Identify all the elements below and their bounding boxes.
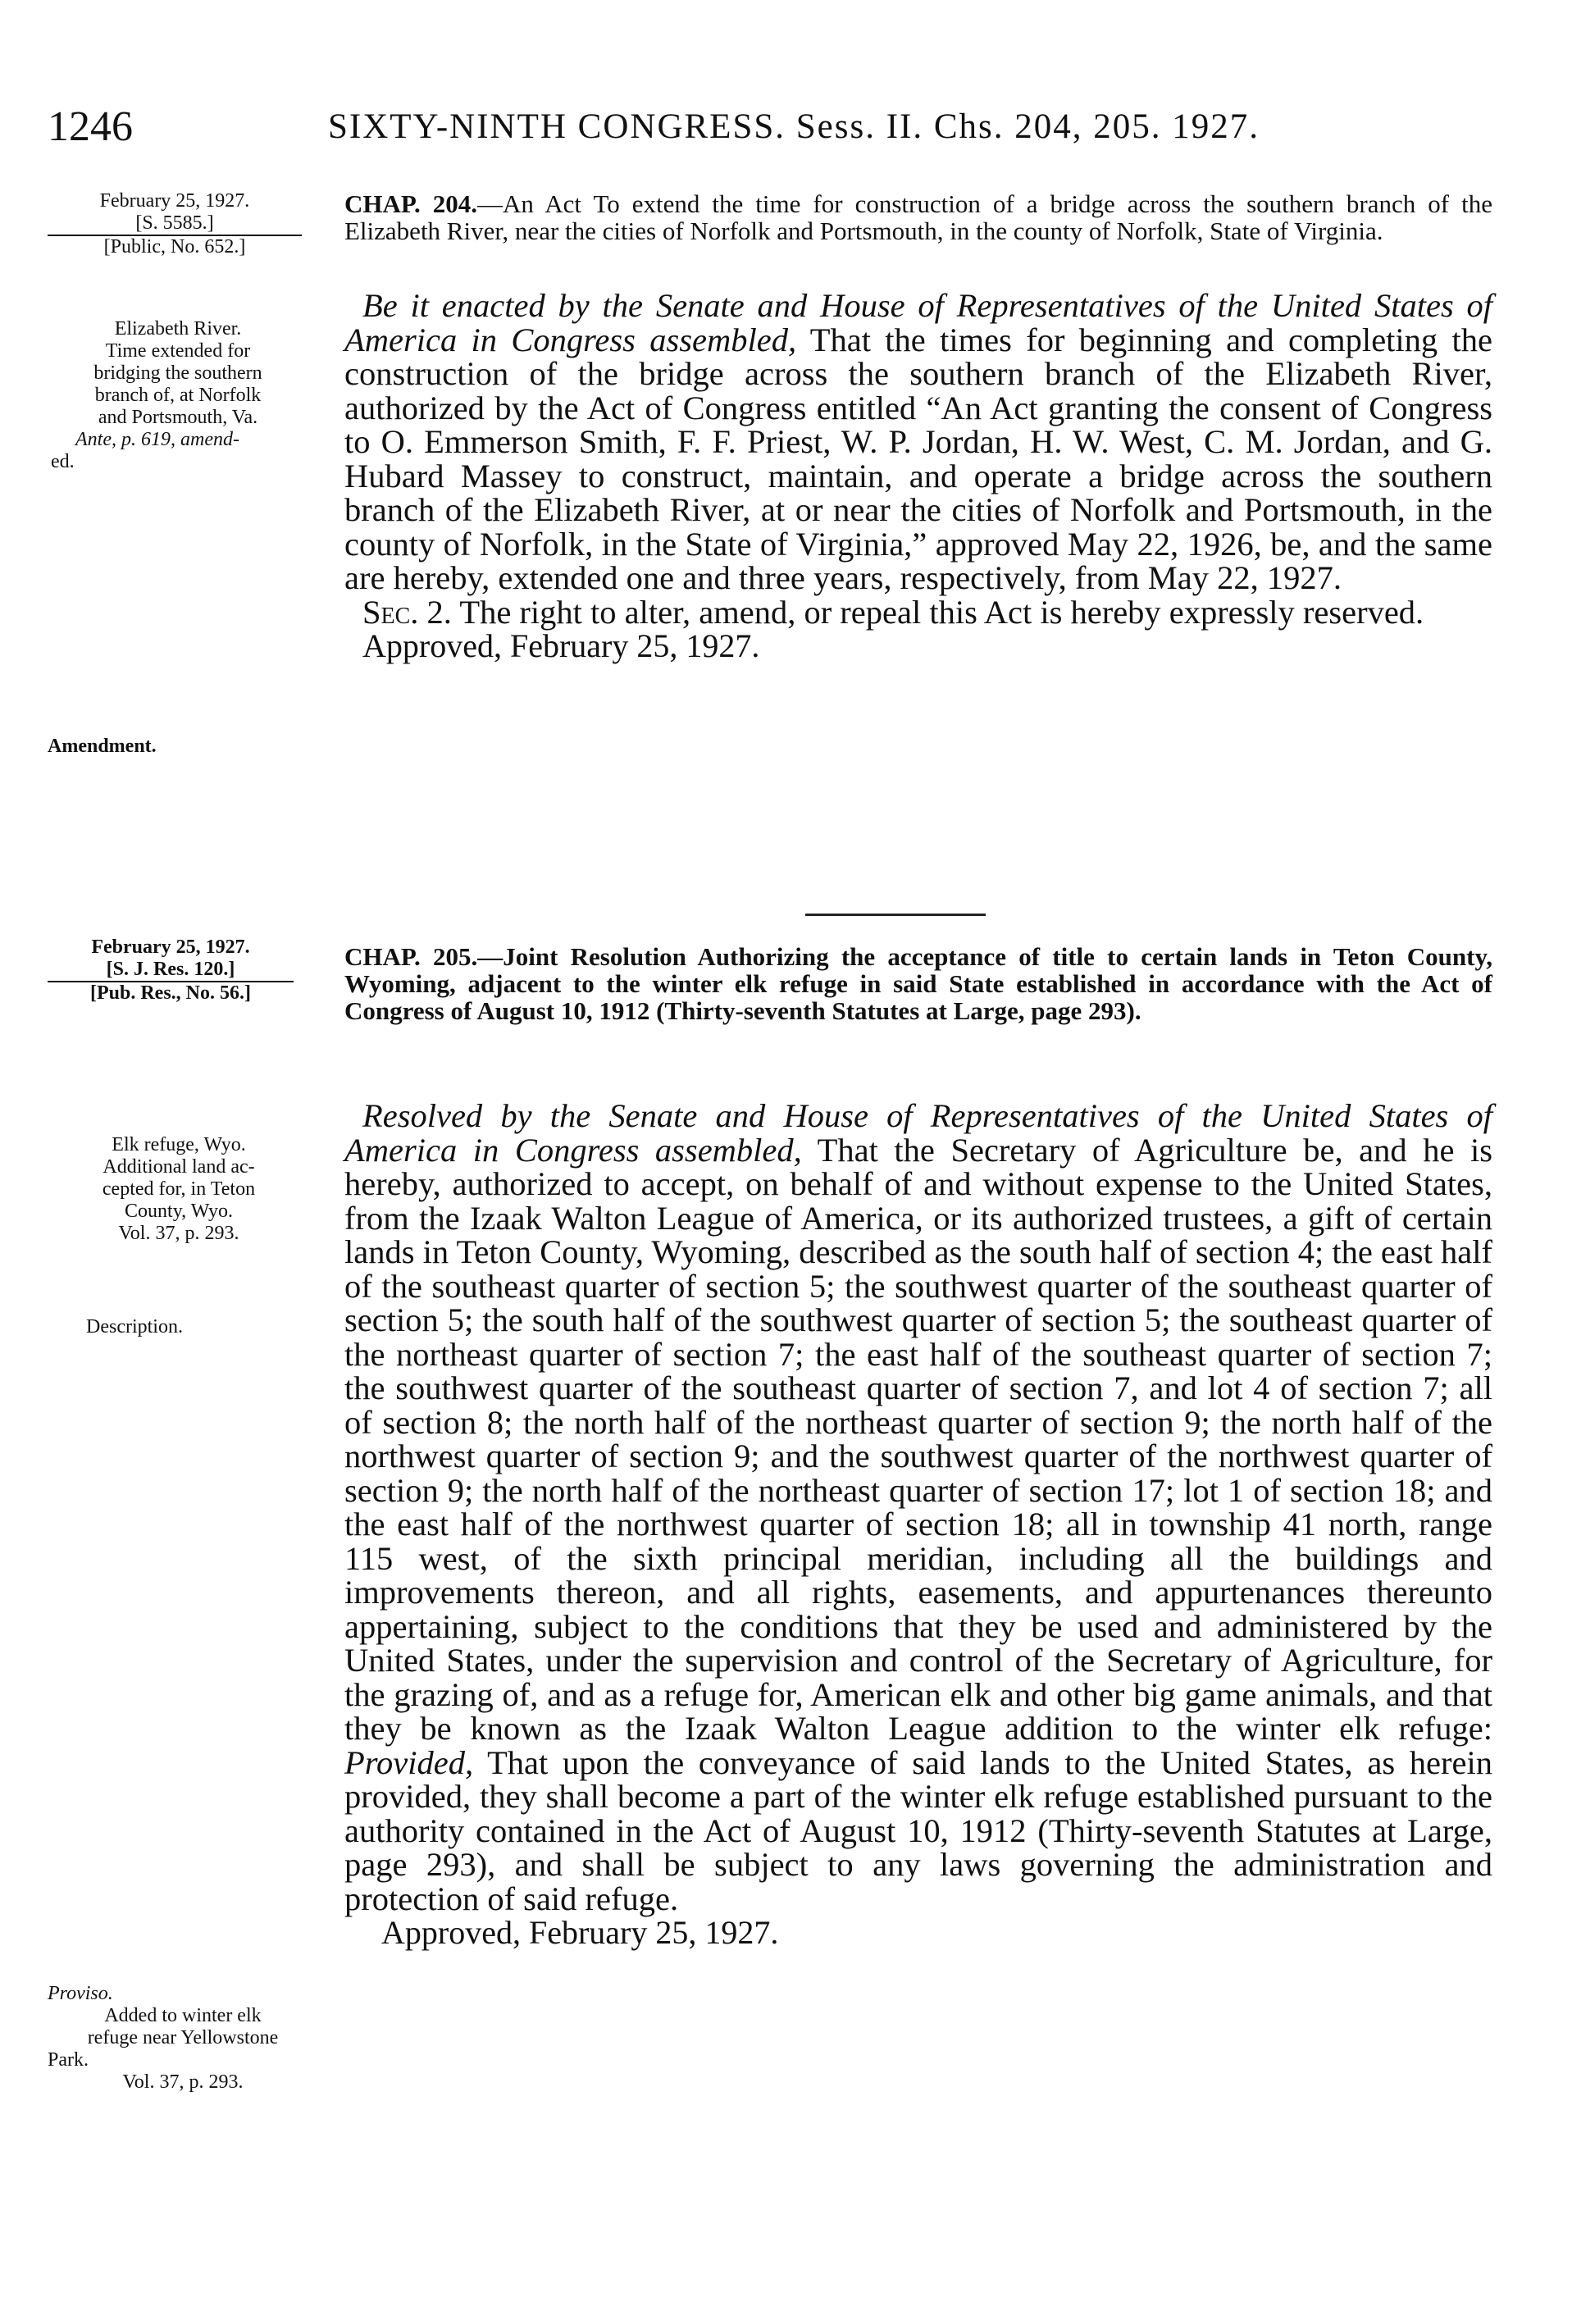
- chap204-heading-text: —An Act To extend the time for construction of a bridge across the southern branch of the Elizabeth River, near the cities of Norfolk and Portsmouth, in the county of Norfolk, State of Virginia.: [344, 189, 1492, 245]
- chap205-proviso-line2: refuge near Yellowstone: [87, 2027, 279, 2048]
- chap204-section2: [344, 595, 1492, 630]
- chap204-margin-amendment: Amendment.: [48, 736, 157, 757]
- chap205-resolution: [344, 1099, 1492, 1916]
- chap204-margin-topic: [51, 318, 305, 473]
- chap204-heading-label: CHAP. 204.: [344, 189, 478, 218]
- chap205-heading: [344, 943, 1492, 1024]
- chap204-body: [344, 289, 1492, 663]
- chap204-date: February 25, 1927.: [99, 190, 250, 212]
- chapter-divider: [805, 914, 986, 916]
- chap205-margin-proviso: [48, 1983, 318, 2094]
- chap205-proviso-line3: Park.: [48, 2049, 89, 2071]
- chap204-approved: Approved, February 25, 1927.: [362, 627, 760, 664]
- chap204-section2-text: The right to alter, amend, or repeal this Act is hereby expressly reserved.: [451, 593, 1424, 631]
- chap204-note-line4: and Portsmouth, Va.: [98, 407, 258, 428]
- chap204-margin-citation: [48, 190, 302, 258]
- running-head: SIXTY-NINTH CONGRESS. Sess. II. Chs. 204, 205. 1927.: [328, 107, 1260, 146]
- chap205-bill-number: [S. J. Res. 120.]: [48, 959, 294, 982]
- chap205-text-part1: That the Secretary of Agriculture be, and he is hereby, authorized to accept, on behalf of and without expense to the United States, from the Izaak Walton League of America, or its authorized trustees, a gift of certain lands in Teton County, Wyoming, described as the south half of section 4; the east half of the southeast quarter of section 5; the southwest quarter of the southeast quarter of section 5; the south half of the southwest quarter of section 5; the southeast quarter of the northeast quarter of section 7; the east half of the southeast quarter of section 7; the southwest quarter of the southeast quarter of section 7, and lot 4 of section 7; all of section 8; the north half of the northeast quarter of section 9; the north half of the northwest quarter of section 9; and the southwest quarter of the northwest quarter of section 9; the north half of the northeast quarter of section 17; lot 1 of section 18; and the east half of the northwest quarter of section 18; all in township 41 north, range 115 west, of the sixth principal meridian, including all the buildings and improvements thereon, and all rights, easements, and appurtenances thereunto appertaining, subject to the conditions that they be used and administered by the United States, under the supervision and control of the Secretary of Agriculture, for the grazing of, and as a refuge for, American elk and other big game animals, and that they be known as the Izaak Walton League addition to the winter elk refuge:: [344, 1131, 1492, 1747]
- chap205-public-resolution: [Pub. Res., No. 56.]: [90, 982, 251, 1004]
- chap204-enacting-clause: Be it enacted by the Senate and House of Representatives of the United States of America in Congress assembled,: [344, 287, 1492, 358]
- chap205-note-line4: Vol. 37, p. 293.: [118, 1223, 239, 1244]
- chap204-ante-line1: Ante, p. 619, amend-: [75, 429, 239, 450]
- chap205-margin-topic: [48, 1134, 310, 1245]
- chap205-proviso-line1: Added to winter elk: [104, 2005, 262, 2026]
- chap205-date: February 25, 1927.: [91, 936, 250, 958]
- chap204-public-law: [Public, No. 652.]: [103, 236, 246, 257]
- chap204-section2-label: Sec. 2.: [362, 593, 452, 631]
- chap204-section1: [344, 289, 1492, 595]
- chap205-topic: Elk refuge, Wyo.: [112, 1134, 246, 1155]
- chap205-note-line1: Additional land ac-: [103, 1156, 255, 1178]
- chap204-bill-number: [S. 5585.]: [48, 212, 302, 236]
- chap205-margin-citation: [48, 936, 294, 1005]
- chap205-proviso-line4: Vol. 37, p. 293.: [122, 2071, 244, 2093]
- chap204-note-line2: bridging the southern: [93, 362, 262, 384]
- chap205-body: [344, 1099, 1492, 1950]
- chap205-margin-description: Description.: [86, 1316, 183, 1337]
- chap205-text-part2: That upon the conveyance of said lands to the United States, as herein provided, they shall become a part of the winter elk refuge established pursuant to the authority contained in the Act of August 10, 1912 (Thirty-seventh Statutes at Large, page 293), and shall be subject to any laws governing the administration and protection of said refuge.: [344, 1743, 1492, 1917]
- chap205-note-line3: County, Wyo.: [125, 1201, 233, 1222]
- page-number: 1246: [48, 103, 133, 150]
- chap205-heading-text: —Joint Resolution Authorizing the acceptance of title to certain lands in Teton County, Wyoming, adjacent to the winter elk refuge in said State established in accordance with the Act of Congress of August 10, 1912 (Thirty-seventh Statutes at Large, page 293).: [344, 942, 1492, 1025]
- chap205-note-line2: cepted for, in Teton: [102, 1178, 256, 1200]
- chap205-proviso-label: Proviso.: [48, 1983, 113, 2004]
- chap204-topic: Elizabeth River.: [114, 318, 242, 339]
- chap205-approved: Approved, February 25, 1927.: [381, 1914, 779, 1951]
- chap204-heading: [344, 190, 1492, 244]
- chap204-note-line3: branch of, at Norfolk: [94, 385, 262, 406]
- chap204-section1-text: That the times for beginning and completing the construction of the bridge across the southern branch of the Elizabeth River, authorized by the Act of Congress entitled “An Act granting the consent of Congress to O. Emmerson Smith, F. F. Priest, W. P. Jordan, H. W. West, C. M. Jordan, and G. Hubard Massey to construct, maintain, and operate a bridge across the southern branch of the Elizabeth River, at or near the cities of Norfolk and Portsmouth, in the county of Norfolk, in the State of Virginia,” approved May 22, 1926, be, and the same are hereby, extended one and three years, respectively, from May 22, 1927.: [344, 321, 1492, 596]
- chap204-ante-line2: ed.: [51, 451, 75, 472]
- chap205-heading-label: CHAP. 205.: [344, 942, 478, 971]
- chap204-note-line1: Time extended for: [105, 340, 251, 362]
- chap205-provided: Provided,: [344, 1743, 474, 1781]
- chap205-resolving-clause: Resolved by the Senate and House of Representatives of the United States of America in Congress assembled,: [344, 1097, 1492, 1169]
